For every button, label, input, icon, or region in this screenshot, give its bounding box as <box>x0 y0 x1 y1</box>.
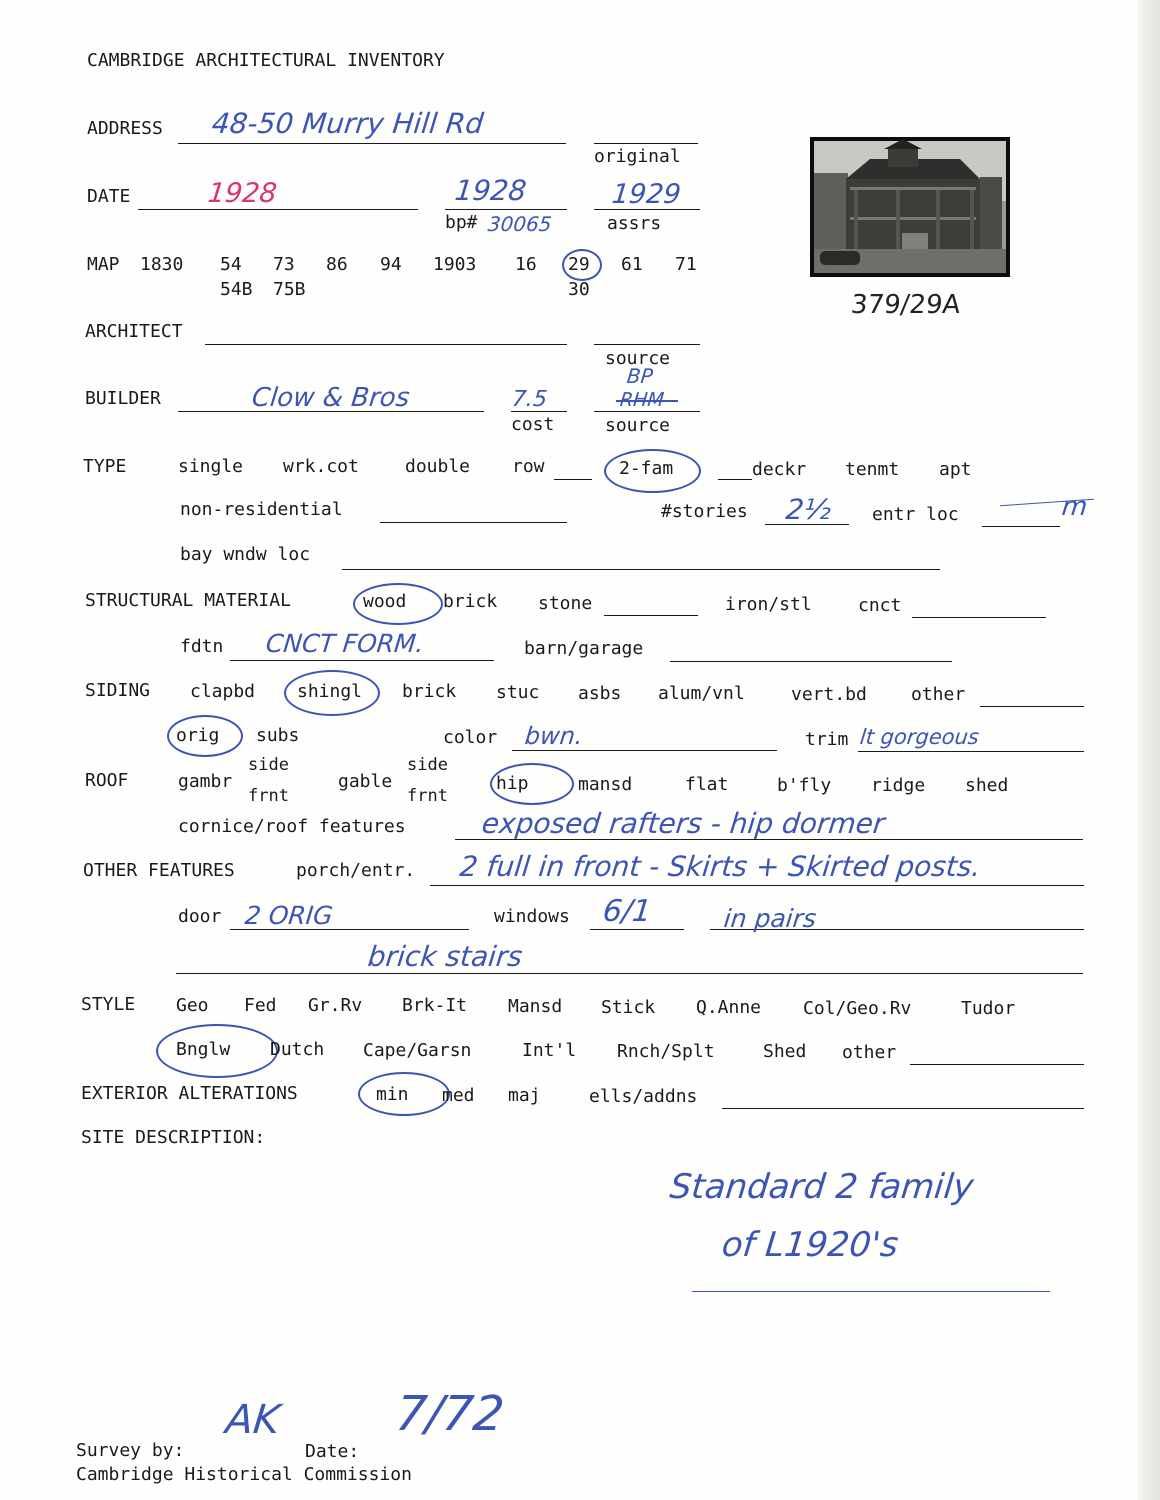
map-year: 1830 <box>140 254 184 275</box>
structural-label: STRUCTURAL MATERIAL <box>85 590 291 611</box>
siding-label: SIDING <box>85 680 151 701</box>
style-label: STYLE <box>81 994 136 1015</box>
stories-label: #stories <box>661 501 748 522</box>
map-year: 54 <box>220 254 242 275</box>
siding-option: brick <box>402 681 457 702</box>
type-selection-circle <box>604 449 701 493</box>
builder-source-line <box>594 411 700 412</box>
style-option: Col/Geo.Rv <box>803 998 912 1019</box>
roof-side-label: side <box>248 755 289 775</box>
style-option: Cape/Garsn <box>363 1040 472 1061</box>
architect-label: ARCHITECT <box>85 321 183 342</box>
builder-label: BUILDER <box>85 388 161 409</box>
original-line <box>594 143 698 144</box>
nonres-line <box>380 522 567 523</box>
color-line <box>512 750 777 751</box>
entrance-value: m <box>1060 492 1089 522</box>
type-option: apt <box>939 459 972 480</box>
siding-option: stuc <box>496 682 540 703</box>
bp-label: bp# <box>445 212 478 233</box>
bp-number: 30065 <box>486 212 553 236</box>
date-value: 1928 <box>206 178 279 209</box>
door-value: 2 ORIG <box>243 901 335 930</box>
site-description-label: SITE DESCRIPTION: <box>81 1127 266 1148</box>
reference-number: 379/29A <box>849 290 962 320</box>
type-option: single <box>178 456 244 477</box>
address-value: 48-50 Murry Hill Rd <box>210 107 485 140</box>
alterations-option-selected: min <box>376 1084 409 1105</box>
structural-option: brick <box>443 591 498 612</box>
foundation-label: fdtn <box>180 636 224 657</box>
roof-option-selected: hip <box>496 773 529 794</box>
style-option: Tudor <box>961 998 1016 1019</box>
nonres-label: non-residential <box>180 499 343 520</box>
bay-window-line <box>342 569 940 570</box>
assrs-year: 1929 <box>610 179 683 210</box>
entrance-label: entr loc <box>872 504 959 525</box>
roof-option: gable <box>338 771 393 792</box>
siding-option: vert.bd <box>791 684 867 705</box>
stories-value: 2½ <box>784 493 833 526</box>
porch-value: 2 full in front - Skirts + Skirted posts. <box>458 850 983 883</box>
type-option: row <box>512 456 545 477</box>
address-label: ADDRESS <box>87 118 163 139</box>
alterations-option: ells/addns <box>589 1086 698 1107</box>
builder-source-struck: RHM <box>618 389 666 411</box>
site-note-line2: of L1920's <box>719 1225 901 1265</box>
page-edge <box>1138 0 1160 1500</box>
style-option: Dutch <box>270 1039 325 1060</box>
cornice-label: cornice/roof features <box>178 816 406 837</box>
architect-line <box>205 344 567 345</box>
siding-option: asbs <box>578 683 622 704</box>
map-year: 30 <box>568 279 590 300</box>
roof-side-label: side <box>407 755 448 775</box>
date-line <box>138 209 418 210</box>
original-label: original <box>594 146 681 167</box>
roof-option: ridge <box>871 775 926 796</box>
stone-line <box>604 615 698 616</box>
roof-option: flat <box>685 774 729 795</box>
map-year: 75B <box>273 279 306 300</box>
roof-option: gambr <box>178 771 233 792</box>
structural-option: stone <box>538 593 593 614</box>
type-option: tenmt <box>845 459 900 480</box>
survey-date-label: Date: <box>305 1441 360 1462</box>
trim-label: trim <box>805 729 849 750</box>
address-line <box>178 143 566 144</box>
trim-line <box>858 751 1084 752</box>
entrance-line <box>982 526 1060 527</box>
roof-option: mansd <box>578 774 633 795</box>
type-option-selected: 2-fam <box>619 458 674 479</box>
builder-source-label: source <box>605 415 671 436</box>
color-value: bwn. <box>523 722 585 750</box>
map-selection-circle <box>562 249 602 281</box>
row-blank-line <box>554 479 592 480</box>
map-year: 1903 <box>433 254 477 275</box>
other-features-label: OTHER FEATURES <box>83 860 235 881</box>
roof-selection-circle <box>490 763 574 805</box>
alterations-option: med <box>442 1085 475 1106</box>
siding-subs: subs <box>256 725 300 746</box>
map-year: 29 <box>568 254 590 275</box>
map-year: 94 <box>380 254 402 275</box>
structural-selection-circle <box>353 583 443 625</box>
garage-label: barn/garage <box>524 638 644 659</box>
features-extra-line <box>176 973 1083 974</box>
style-option: other <box>842 1042 897 1063</box>
color-label: color <box>443 727 498 748</box>
date-label: DATE <box>87 186 131 207</box>
trim-value: lt gorgeous <box>858 725 981 749</box>
map-year: 54B <box>220 279 253 300</box>
cnct-line <box>912 617 1046 618</box>
structural-option: iron/stl <box>725 594 812 615</box>
builder-source-value: BP <box>625 364 655 388</box>
garage-line <box>670 661 952 662</box>
assrs-label: assrs <box>607 213 662 234</box>
map-year: 16 <box>515 254 537 275</box>
deckr-blank-line <box>718 479 752 480</box>
siding-option: clapbd <box>190 681 256 702</box>
foundation-value: CNCT FORM. <box>264 629 426 658</box>
style-option: Q.Anne <box>696 997 762 1018</box>
survey-value: AK <box>223 1397 283 1443</box>
architect-source-line <box>594 344 700 345</box>
site-note-line1: Standard 2 family <box>667 1167 976 1207</box>
siding-option: other <box>911 684 966 705</box>
roof-option: shed <box>965 775 1009 796</box>
roof-front-label: frnt <box>248 786 289 806</box>
windows-line <box>590 929 684 930</box>
roof-label: ROOF <box>85 770 129 791</box>
foundation-line <box>230 660 494 661</box>
form-title: CAMBRIDGE ARCHITECTURAL INVENTORY <box>87 50 445 71</box>
style-option: Gr.Rv <box>308 995 363 1016</box>
map-year: 61 <box>621 254 643 275</box>
alterations-selection-circle <box>358 1072 450 1116</box>
strike-through <box>616 400 678 402</box>
site-note-underline <box>692 1291 1050 1292</box>
map-year: 71 <box>675 254 697 275</box>
windows-label: windows <box>494 906 570 927</box>
structural-option: cnct <box>858 595 902 616</box>
siding-selection-circle <box>284 670 380 716</box>
bay-window-label: bay wndw loc <box>180 544 311 565</box>
type-option: wrk.cot <box>283 456 359 477</box>
type-label: TYPE <box>83 456 127 477</box>
architect-source-label: source <box>605 348 671 369</box>
alterations-option: maj <box>508 1085 541 1106</box>
door-label: door <box>178 906 222 927</box>
survey-label: Survey by: <box>76 1440 185 1461</box>
style-option: Int'l <box>522 1040 577 1061</box>
features-extra-value: brick stairs <box>366 940 524 973</box>
type-option: double <box>405 456 471 477</box>
building-photo <box>810 137 1010 277</box>
style-other-line <box>910 1064 1084 1065</box>
style-option: Rnch/Splt <box>617 1041 715 1062</box>
map-year: 86 <box>326 254 348 275</box>
style-option-selected: Bnglw <box>176 1039 231 1060</box>
style-selection-circle <box>156 1024 278 1078</box>
map-label: MAP <box>87 254 120 275</box>
alterations-label: EXTERIOR ALTERATIONS <box>81 1083 298 1104</box>
organization: Cambridge Historical Commission <box>76 1464 412 1485</box>
siding-orig-circle <box>167 715 243 757</box>
map-year: 73 <box>273 254 295 275</box>
type-option: deckr <box>752 459 807 480</box>
builder-value: Clow & Bros <box>250 383 411 413</box>
style-option: Stick <box>601 997 656 1018</box>
roof-option: b'fly <box>777 775 832 796</box>
bp-year: 1928 <box>453 174 529 207</box>
porch-line <box>430 885 1084 886</box>
style-option: Brk-It <box>402 995 468 1016</box>
roof-front-label: frnt <box>407 786 448 806</box>
siding-option: alum/vnl <box>658 683 745 704</box>
survey-date-value: 7/72 <box>393 1386 507 1442</box>
siding-option-selected: shingl <box>297 681 363 702</box>
cost-value: 7.5 <box>510 387 549 412</box>
windows-note: in pairs <box>722 904 818 933</box>
cornice-value: exposed rafters - hip dormer <box>480 807 887 840</box>
style-option: Shed <box>763 1041 807 1062</box>
style-option: Mansd <box>508 996 563 1017</box>
structural-option-selected: wood <box>363 591 407 612</box>
style-option: Geo <box>176 995 209 1016</box>
cost-label: cost <box>511 414 555 435</box>
windows-value: 6/1 <box>601 894 654 929</box>
style-option: Fed <box>244 995 277 1016</box>
siding-other-line <box>980 706 1084 707</box>
bp-line <box>445 209 567 210</box>
alterations-line <box>722 1108 1084 1109</box>
porch-label: porch/entr. <box>296 860 416 881</box>
siding-orig-selected: orig <box>176 725 220 746</box>
